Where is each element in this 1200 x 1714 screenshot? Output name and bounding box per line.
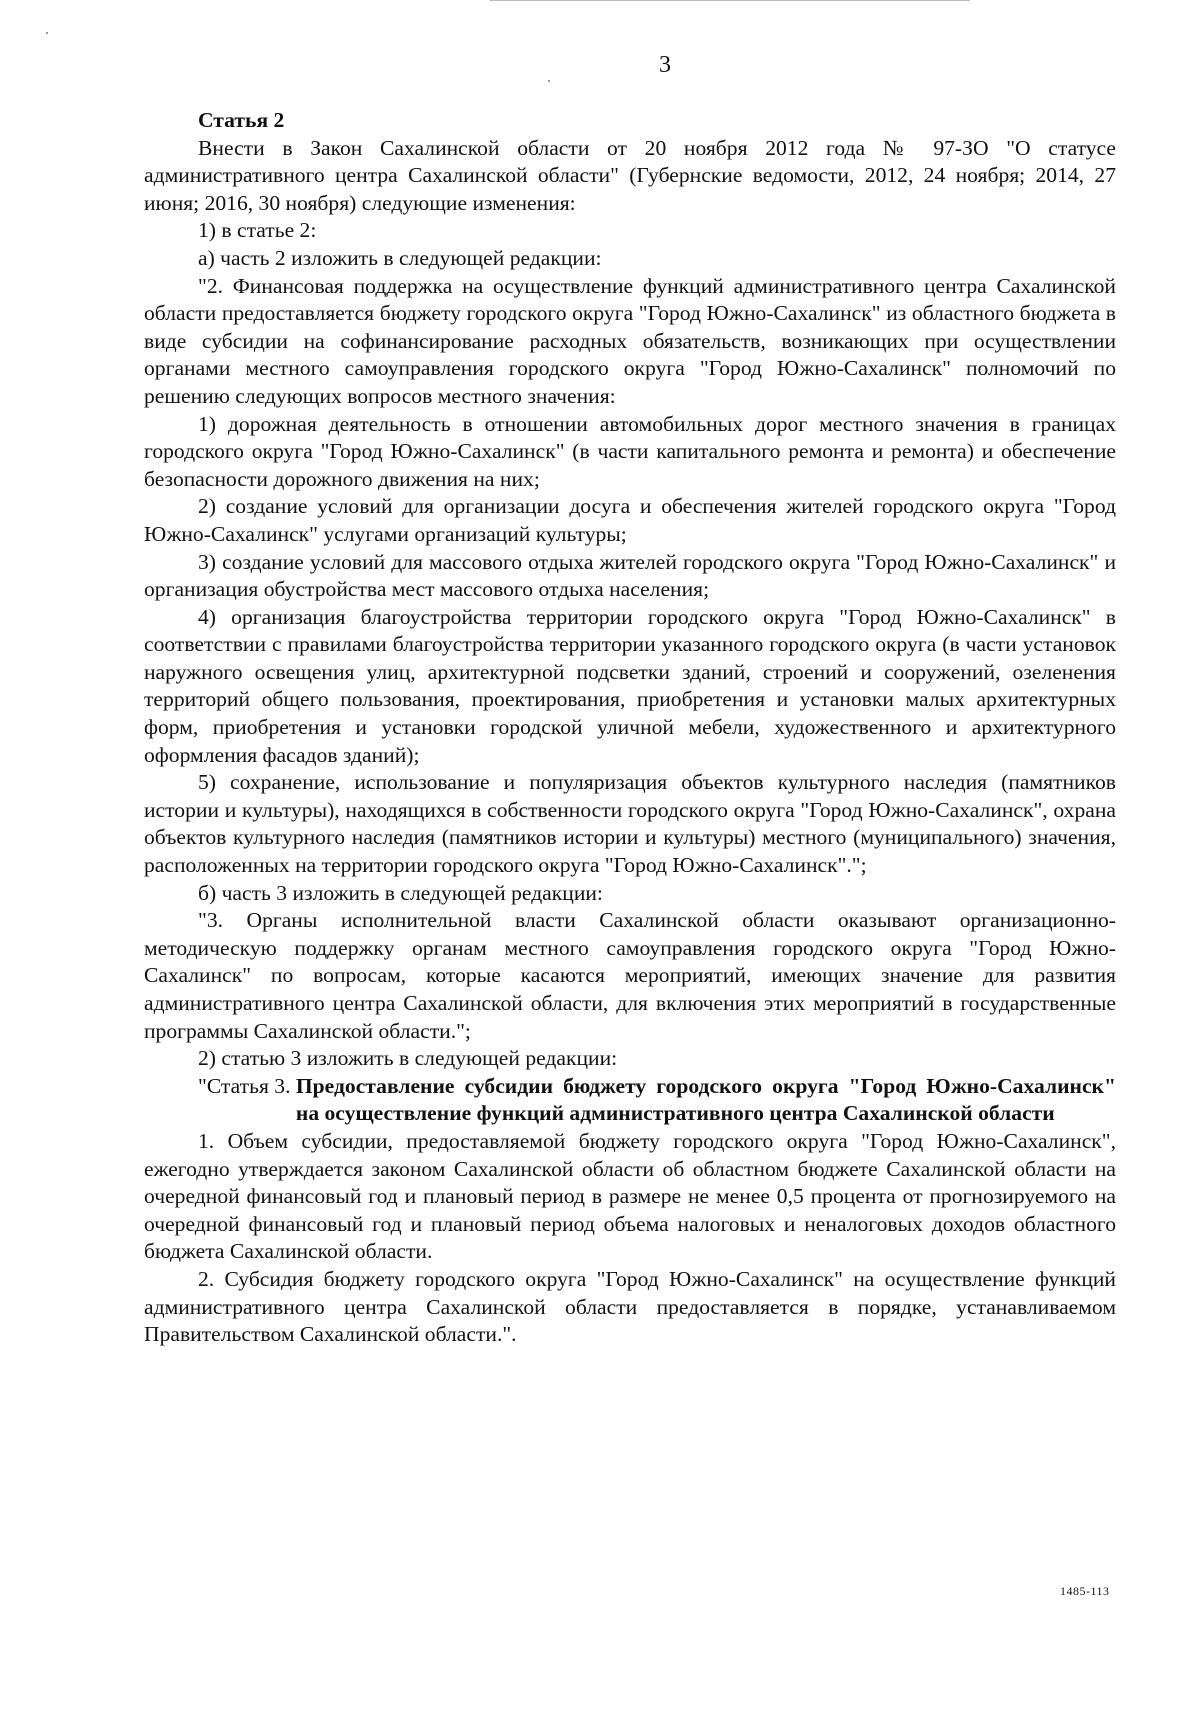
page-number: 3 bbox=[659, 52, 671, 78]
list-item: 1) дорожная деятельность в отношении автомобильных дорог местного значения в границах городского округа "Город Южно-Сахалинск" (в части капитального ремонта и ремонта) и обеспечение безопасности дорожного движения на них; bbox=[144, 411, 1116, 491]
paragraph: "3. Органы исполнительной власти Сахалинской области оказывают организационно-методическую поддержку органам местного самоуправления городского округа "Город Южно-Сахалинск" по вопросам, которые касаются мероприятий, имеющих значение для развития административного центра Сахалинской области, для включения этих мероприятий в государственные программы Сахалинской области."; bbox=[144, 908, 1116, 1043]
article-3-prefix: "Статья 3. bbox=[198, 1073, 296, 1098]
article-2-title: Статья 2 bbox=[198, 108, 285, 132]
paragraph: "2. Финансовая поддержка на осуществление функций административного центра Сахалинской области предоставляется бюджету городского округа "Город Южно-Сахалинск" из областного бюджета в виде субсидии на софинансирование расходных обязательств, возникающих при осуществлении органами местного самоуправления городского округа "Город Южно-Сахалинск" полномочий по решению следующих вопросов местного значения: bbox=[144, 273, 1116, 408]
paragraph: а) часть 2 изложить в следующей редакции: bbox=[198, 245, 602, 270]
paragraph: 1. Объем субсидии, предоставляемой бюджету городского округа "Город Южно-Сахалинск", ежегодно утверждается законом Сахалинской области об областном бюджете Сахалинской области на очередной финансовый год и плановый период в размере не менее 0,5 процента от прогнозируемого на очередной финансовый год и плановый период объема налоговых и неналоговых доходов областного бюджета Сахалинской области. bbox=[144, 1128, 1116, 1264]
list-item: 3) создание условий для массового отдыха жителей городского округа "Город Южно-Сахалинск" и организация обустройства мест массового отдыха населения; bbox=[144, 549, 1116, 602]
scan-speck bbox=[46, 32, 48, 34]
document-code: 1485-113 bbox=[1060, 1584, 1110, 1598]
paragraph: б) часть 3 изложить в следующей редакции: bbox=[198, 880, 603, 905]
scan-speck bbox=[548, 80, 550, 82]
paragraph: 2) статью 3 изложить в следующей редакции: bbox=[198, 1046, 618, 1071]
document-body bbox=[144, 107, 1116, 1349]
paragraph: 1) в статье 2: bbox=[198, 218, 317, 243]
paragraph: Внести в Закон Сахалинской области от 20 ноября 2012 года № 97-ЗО "О статусе административного центра Сахалинской области" (Губернские ведомости, 2012, 24 ноября; 2014, 27 июня; 2016, 30 ноября) следующие изменения: bbox=[144, 135, 1116, 215]
scan-edge-line bbox=[490, 0, 970, 1]
article-3-heading bbox=[144, 1073, 1116, 1128]
list-item: 2) создание условий для организации досуга и обеспечения жителей городского округа "Город Южно-Сахалинск" услугами организаций культуры; bbox=[144, 494, 1116, 546]
paragraph: 2. Субсидия бюджету городского округа "Город Южно-Сахалинск" на осуществление функций административного центра Сахалинской области предоставляется в порядке, устанавливаемом Правительством Сахалинской области.". bbox=[144, 1266, 1116, 1347]
list-item: 4) организация благоустройства территории городского округа "Город Южно-Сахалинск" в соответствии с правилами благоустройства территории указанного городского округа (в части установок наружного освещения улиц, архитектурной подсветки зданий, строений и сооружений, озеленения территорий общего пользования, проектирования, приобретения и установки малых архитектурных форм, приобретения и установки городской уличной мебели, художественного и архитектурного оформления фасадов зданий); bbox=[144, 604, 1116, 767]
list-item: 5) сохранение, использование и популяризация объектов культурного наследия (памятников истории и культуры), находящихся в собственности городского округа "Город Южно-Сахалинск", охрана объектов культурного наследия (памятников истории и культуры) местного (муниципального) значения, расположенных на территории городского округа "Город Южно-Сахалинск"."; bbox=[144, 770, 1116, 878]
article-3-title: Предоставление субсидии бюджету городского округа "Город Южно-Сахалинск" на осуществление функций административного центра Сахалинской области bbox=[295, 1073, 1116, 1126]
